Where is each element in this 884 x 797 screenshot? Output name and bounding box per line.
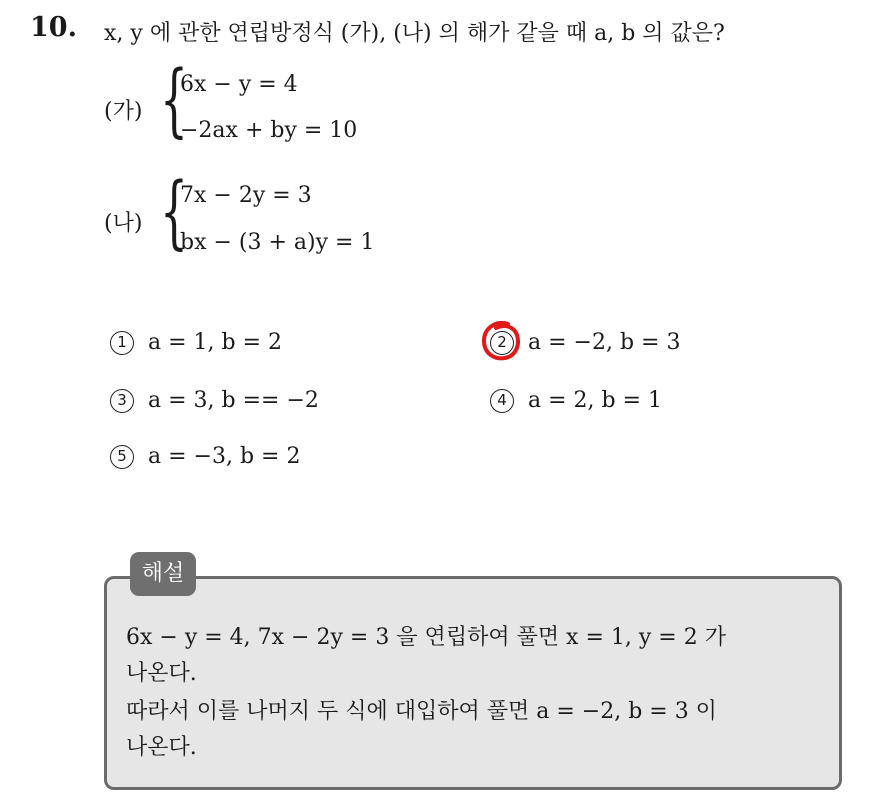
choice-5[interactable]	[110, 444, 300, 469]
explanation-line-3: 따라서 이를 나머지 두 식에 대입하여 풀면 a = −2, b = 3 이	[126, 699, 717, 724]
choice-text: a = 3, b == −2	[148, 388, 319, 413]
choice-number-icon: 4	[490, 389, 514, 413]
question-text: x, y 에 관한 연립방정식 (가), (나) 의 해가 같을 때 a, b 의 값은?	[104, 21, 725, 46]
system-label-ga: (가)	[104, 99, 143, 124]
choice-text: a = −3, b = 2	[148, 444, 301, 469]
system-ga-equation-2: −2ax + by = 10	[180, 118, 358, 143]
choice-4[interactable]	[490, 388, 662, 413]
explanation-box	[104, 576, 842, 790]
left-brace-icon: {	[160, 53, 188, 146]
explanation-line-4: 나온다.	[126, 735, 197, 760]
choice-number-icon: 3	[110, 389, 134, 413]
system-label-na: (나)	[104, 211, 143, 236]
explanation-title: 해설	[130, 552, 196, 596]
system-na-equation-2: bx − (3 + a)y = 1	[180, 230, 375, 255]
choice-number-icon: 2	[490, 331, 514, 355]
choice-number-icon: 5	[110, 445, 134, 469]
choice-text: a = −2, b = 3	[528, 330, 681, 355]
choice-3[interactable]	[110, 388, 319, 413]
explanation-line-1: 6x − y = 4, 7x − 2y = 3 을 연립하여 풀면 x = 1, y = 2 가	[126, 625, 726, 650]
system-na-equation-1: 7x − 2y = 3	[180, 183, 312, 208]
choice-number-icon: 1	[110, 331, 134, 355]
choice-text: a = 2, b = 1	[528, 388, 663, 413]
system-ga-equation-1: 6x − y = 4	[180, 72, 298, 97]
choice-text: a = 1, b = 2	[148, 330, 283, 355]
explanation-line-2: 나온다.	[126, 661, 197, 686]
choice-1[interactable]	[110, 330, 282, 355]
answer-mark-circle-icon	[478, 318, 524, 364]
question-number: 10.	[30, 12, 77, 43]
left-brace-icon: {	[160, 165, 188, 258]
